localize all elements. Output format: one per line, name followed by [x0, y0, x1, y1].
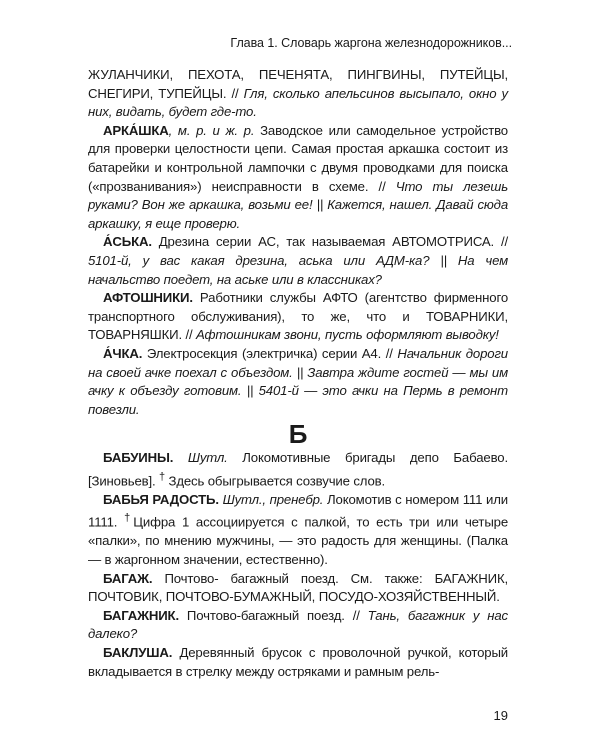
definition: Почтово-багажный поезд. //	[178, 607, 368, 623]
usage-example: 5101-й, у вас какая дрезина, аська или АДМ-ка? || На чем начальство поедет, на аське или в классниках?	[88, 252, 508, 287]
headword: БАГАЖ.	[103, 570, 153, 586]
page-body	[88, 66, 508, 681]
carryover-example: Гля, сколько апельсинов высыпало, окно у них, видать, будет где-то.	[88, 85, 508, 120]
headword: БАГАЖНИК.	[103, 607, 179, 623]
usage-label: Шутл., пренебр.	[218, 491, 324, 507]
entry-babya-radost	[88, 491, 508, 570]
headword: А́ЧКА.	[103, 345, 143, 361]
entry-achka	[88, 345, 508, 419]
definition: Заводское или самодельное устройство для проверки целостности цепи. Самая простая аркашка состоит из батарейки и контрольной лампочки с двумя проводками для поиска («прозванивания») неисправности в схеме. //	[88, 122, 508, 194]
headword: БАКЛУША.	[103, 645, 173, 660]
carryover-definition: ЖУЛАНЧИКИ, ПЕХОТА, ПЕЧЕНЯТА, ПИНГВИНЫ, ПУТЕЙЦЫ, СНЕГИРИ, ТУПЕЙЦЫ. //	[88, 67, 508, 101]
entry-aska	[88, 233, 508, 289]
section-letter: Б	[288, 419, 308, 450]
note-mark: †	[159, 470, 165, 483]
entry-bagazh	[88, 570, 508, 607]
headword: АРКА́ШКА	[103, 122, 169, 138]
entry-baklusha	[88, 644, 508, 681]
definition: Деревянный брусок с проволочной ручкой, который вкладывается в стрелку между остряками и рамным рель-	[88, 645, 508, 679]
headword: БАБУИНЫ.	[103, 450, 174, 466]
carryover-text	[88, 66, 508, 122]
grammar-label: , м. р. и ж. р.	[168, 122, 255, 138]
usage-example: Афтошникам звони, пусть оформляют выводку!	[196, 327, 499, 343]
entry-bagazhnik	[88, 607, 508, 644]
definition: Локомотивные бригады депо Бабаево.[Зиновьев].	[88, 450, 508, 489]
definition: Работники службы АФТО (агентство фирменного транспортного обслуживания), то же, что и ТОВАРНИКИ, ТОВАРНЯШКИ. //	[88, 290, 508, 343]
usage-example: Что ты лезешь руками? Вон же аркашка, возьми ее! || Кажется, нашел. Давай сюда аркашку, я еще проверю.	[88, 178, 508, 231]
definition: Электросекция (электричка) серии А4. //	[142, 345, 398, 361]
page-number: 19	[493, 708, 508, 723]
definition: Дрезина серии АС, так называемая АВТОМОТРИСА. //	[151, 234, 508, 250]
definition: Локомотив с номером 111 или 1111.	[88, 491, 508, 530]
usage-example: Тань, багажник у нас далеко?	[88, 607, 509, 642]
note-mark: †	[124, 512, 134, 525]
note-text: Цифра 1 ассоциируется с палкой, то есть три или четыре «палки», по мнению мужчины, — это радость для женщины. (Палка — в жаргонном значении, естественно).	[88, 514, 509, 568]
entry-aftoshniki	[88, 289, 508, 345]
entry-babuiny	[88, 449, 508, 491]
entry-arkashka	[88, 122, 508, 234]
usage-label: Шутл.	[173, 450, 228, 466]
note-text: Здесь обыгрывается созвучие слов.	[165, 473, 386, 489]
running-header: Глава 1. Словарь жаргона железнодорожников...	[230, 36, 512, 50]
usage-example: Начальник дороги на своей ачке поехал с объездом. || Завтра ждите гостей — мы им ачку к объезду готовим. || 5401-й — это ачки на Пермь в ремонт повезли.	[88, 345, 508, 417]
definition: Почтово- багажный поезд. См. также: БАГАЖНИК, ПОЧТОВИК, ПОЧТОВО-БУМАЖНЫЙ, ПОСУДО-ХОЗЯЙСТВЕННЫЙ.	[88, 570, 508, 605]
headword: А́СЬКА.	[103, 234, 152, 250]
headword: АФТОШНИКИ.	[103, 290, 193, 306]
headword: БАБЬЯ РАДОСТЬ.	[103, 491, 219, 507]
